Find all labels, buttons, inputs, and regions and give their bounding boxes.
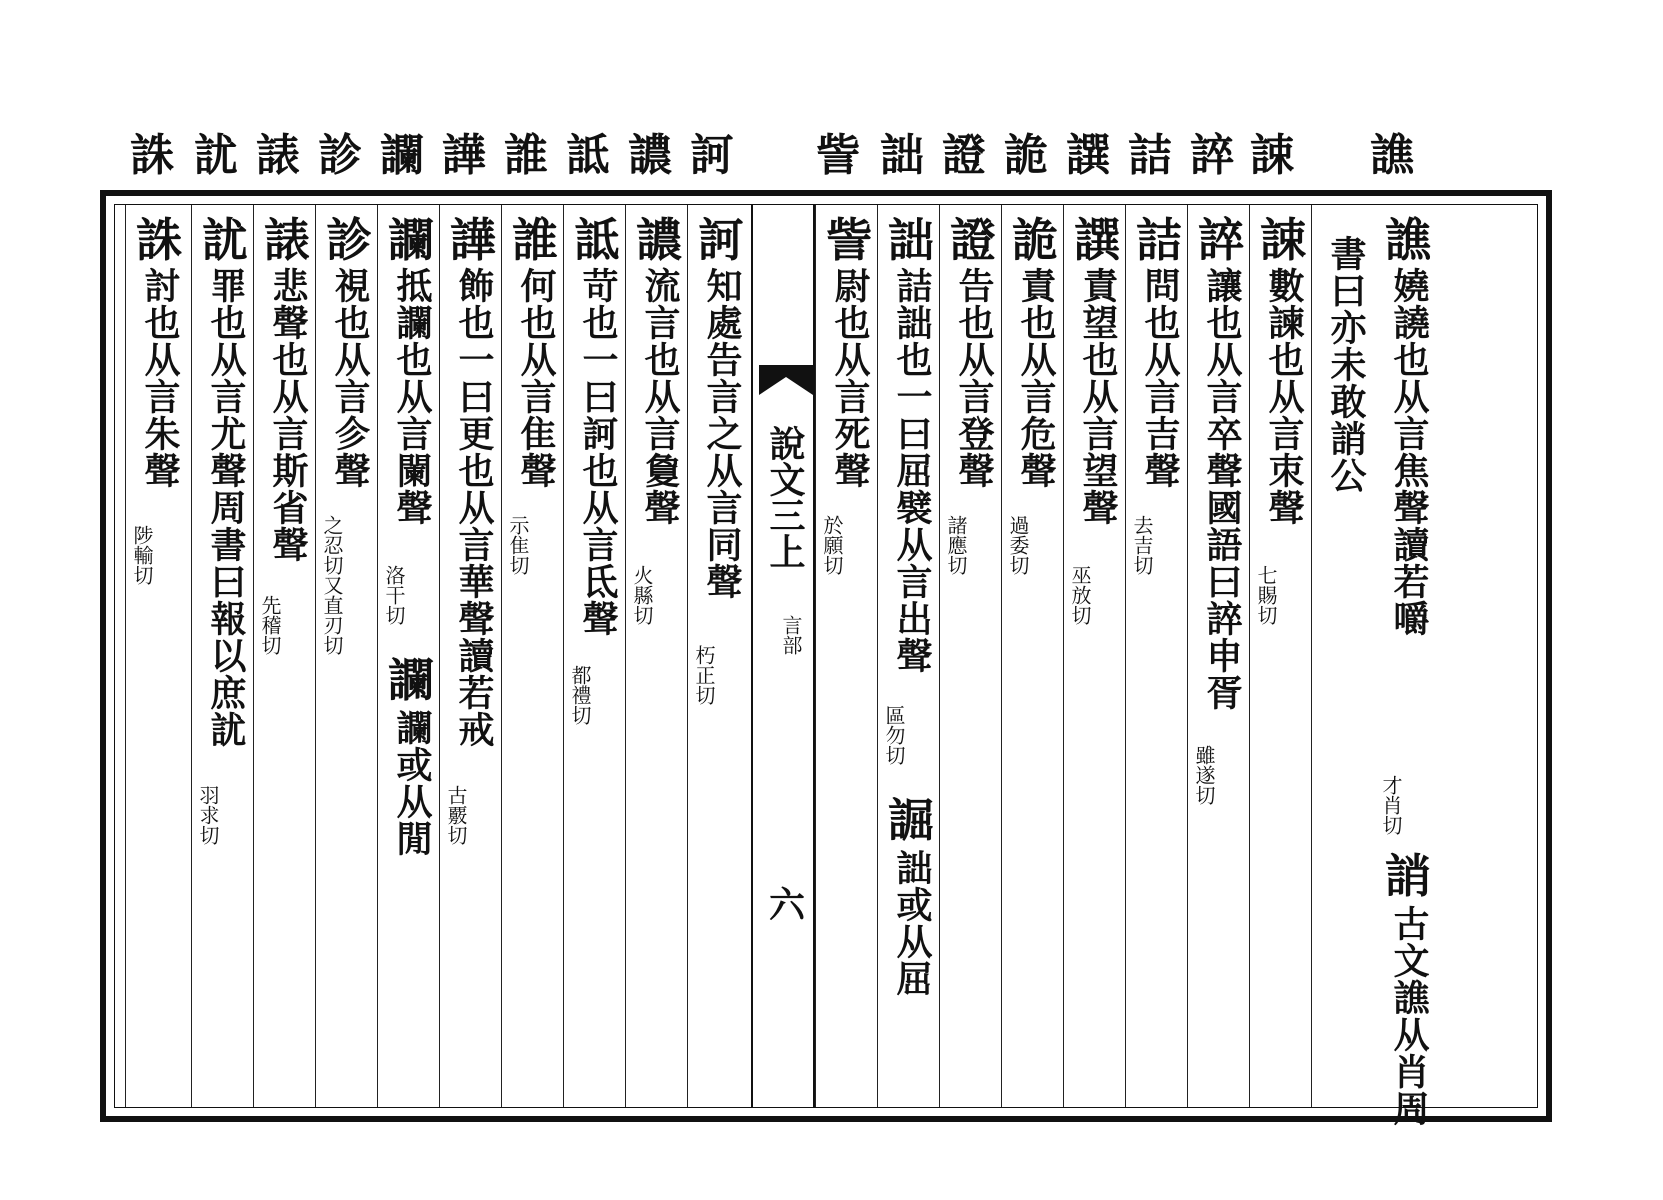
entry-text: 書曰亦未敢誚公 [1325,235,1367,494]
entry-column [191,205,253,1107]
entry-text: 流言也从言敻聲 [639,267,681,526]
entry-text: 問也从言吉聲 [1139,267,1181,489]
variant-text: 詘或从屈 [891,849,933,997]
pronunciation-note: 諸應切 [944,515,968,575]
pronunciation-note: 朽正切 [692,645,716,705]
variant-seal-character: 誳 [888,793,932,847]
entry-column [501,205,563,1107]
entry-text: 悲聲也从言斯省聲 [267,267,309,563]
variant-seal-character: 誚 [1385,849,1429,903]
entry-text: 抵讕也从言闌聲 [391,267,433,526]
entry-column [625,205,687,1107]
seal-character: 詰 [1136,213,1180,267]
heading-char: 譔 [1066,130,1110,181]
seal-character: 譨 [636,213,680,267]
variant-text: 讕或从閒 [391,709,433,857]
heading-char: 讕 [380,130,424,181]
heading-char: 譙 [1370,130,1414,181]
entry-column [1311,205,1375,1107]
page-number: 六 [768,884,805,926]
entry-text: 詰詘也一曰屈襞从言出聲 [891,267,933,674]
seal-character: 診 [326,213,370,267]
seal-character: 誰 [512,213,556,267]
pronunciation-note: 古覈切 [444,785,468,845]
entry-column [1001,205,1063,1107]
seal-character: 詭 [1012,213,1056,267]
entry-column [253,205,315,1107]
entry-column [939,205,1001,1107]
seal-character: 譔 [1074,213,1118,267]
heading-char: 證 [942,130,986,181]
entry-text: 讓也从言卒聲國語曰誶申胥 [1201,267,1243,711]
entry-column [1375,205,1439,1127]
entry-text: 何也从言隹聲 [515,267,557,489]
entry-column [1187,205,1249,1107]
entry-text: 視也从言㐱聲 [329,267,371,489]
heading-char: 譨 [628,130,672,181]
page-frame-inner [114,204,1538,1127]
heading-row [0,132,1663,192]
entry-column [1063,205,1125,1107]
pronunciation-note: 七賜切 [1254,565,1278,625]
pronunciation-note: 示隹切 [506,515,530,575]
entry-text: 飾也一曰更也从言華聲讀若戒 [453,267,495,748]
heading-char: 詘 [880,130,924,181]
entry-text: 討也从言朱聲 [139,267,181,489]
heading-char: 訶 [690,130,734,181]
fishtail-mark [759,365,813,395]
pronunciation-note: 先稽切 [258,595,282,655]
seal-character: 誎 [1260,213,1304,267]
pronunciation-note: 洛干切 [382,565,406,625]
entry-text: 數諫也从言朿聲 [1263,267,1305,526]
pronunciation-note: 之忍切又直刃切 [320,515,344,655]
pronunciation-note: 雖遂切 [1192,745,1216,805]
pronunciation-note: 都禮切 [568,665,592,725]
entry-column [1249,205,1311,1107]
pronunciation-note: 去吉切 [1130,515,1154,575]
pronunciation-note: 羽求切 [196,785,220,845]
seal-character: 證 [950,213,994,267]
seal-character: 詘 [888,213,932,267]
heading-char: 診 [318,130,362,181]
pronunciation-note: 火縣切 [630,565,654,625]
entry-text: 責也从言危聲 [1015,267,1057,489]
page-frame [100,190,1552,1127]
entry-column [315,205,377,1107]
seal-character: 譁 [450,213,494,267]
heading-char: 譁 [442,130,486,181]
center-margin [751,205,815,1107]
entry-text: 告也从言登聲 [953,267,995,489]
entry-column [563,205,625,1107]
seal-character: 譙 [1385,213,1429,267]
entry-text: 責望也从言望聲 [1077,267,1119,526]
entry-column [439,205,501,1107]
entry-text: 罪也从言尤聲周書曰報以庶訧 [205,267,247,748]
heading-char: 詰 [1128,130,1172,181]
pronunciation-note: 才肖切 [1379,775,1403,835]
entry-text: 尉也从言死聲 [829,267,871,489]
heading-char: 誰 [504,130,548,181]
entry-text: 嬈譊也从言焦聲讀若嚼 [1388,267,1430,637]
seal-character: 詆 [574,213,618,267]
pronunciation-note: 區勿切 [882,705,906,765]
book-title: 說文三上 [764,425,806,569]
heading-char: 詭 [1004,130,1048,181]
heading-char: 訧 [194,130,238,181]
section-label: 言部 [779,615,803,655]
pronunciation-note: 於願切 [820,515,844,575]
seal-character: 訧 [202,213,246,267]
heading-char: 誅 [130,130,174,181]
seal-character: 讕 [388,213,432,267]
entry-text: 苛也一曰訶也从言氐聲 [577,267,619,637]
heading-char: 誶 [1190,130,1234,181]
entry-column [815,205,877,1107]
heading-char: 詆 [566,130,610,181]
entry-column [687,205,751,1107]
heading-char: 訾 [816,130,860,181]
entry-text: 知處告言之从言同聲 [701,267,743,600]
pronunciation-note: 陟輸切 [130,525,154,585]
seal-character: 諘 [264,213,308,267]
seal-character: 誶 [1198,213,1242,267]
heading-char: 誎 [1250,130,1294,181]
seal-character: 誅 [136,213,180,267]
variant-seal-character: 讕 [388,653,432,707]
entry-column [377,205,439,1107]
entry-column [877,205,939,1107]
heading-char: 諘 [256,130,300,181]
pronunciation-note: 過委切 [1006,515,1030,575]
variant-text: 古文譙从肖周 [1388,905,1430,1127]
seal-character: 訾 [826,213,870,267]
entry-column [125,205,191,1107]
seal-character: 訶 [698,213,742,267]
pronunciation-note: 巫放切 [1068,565,1092,625]
entry-column [1125,205,1187,1107]
